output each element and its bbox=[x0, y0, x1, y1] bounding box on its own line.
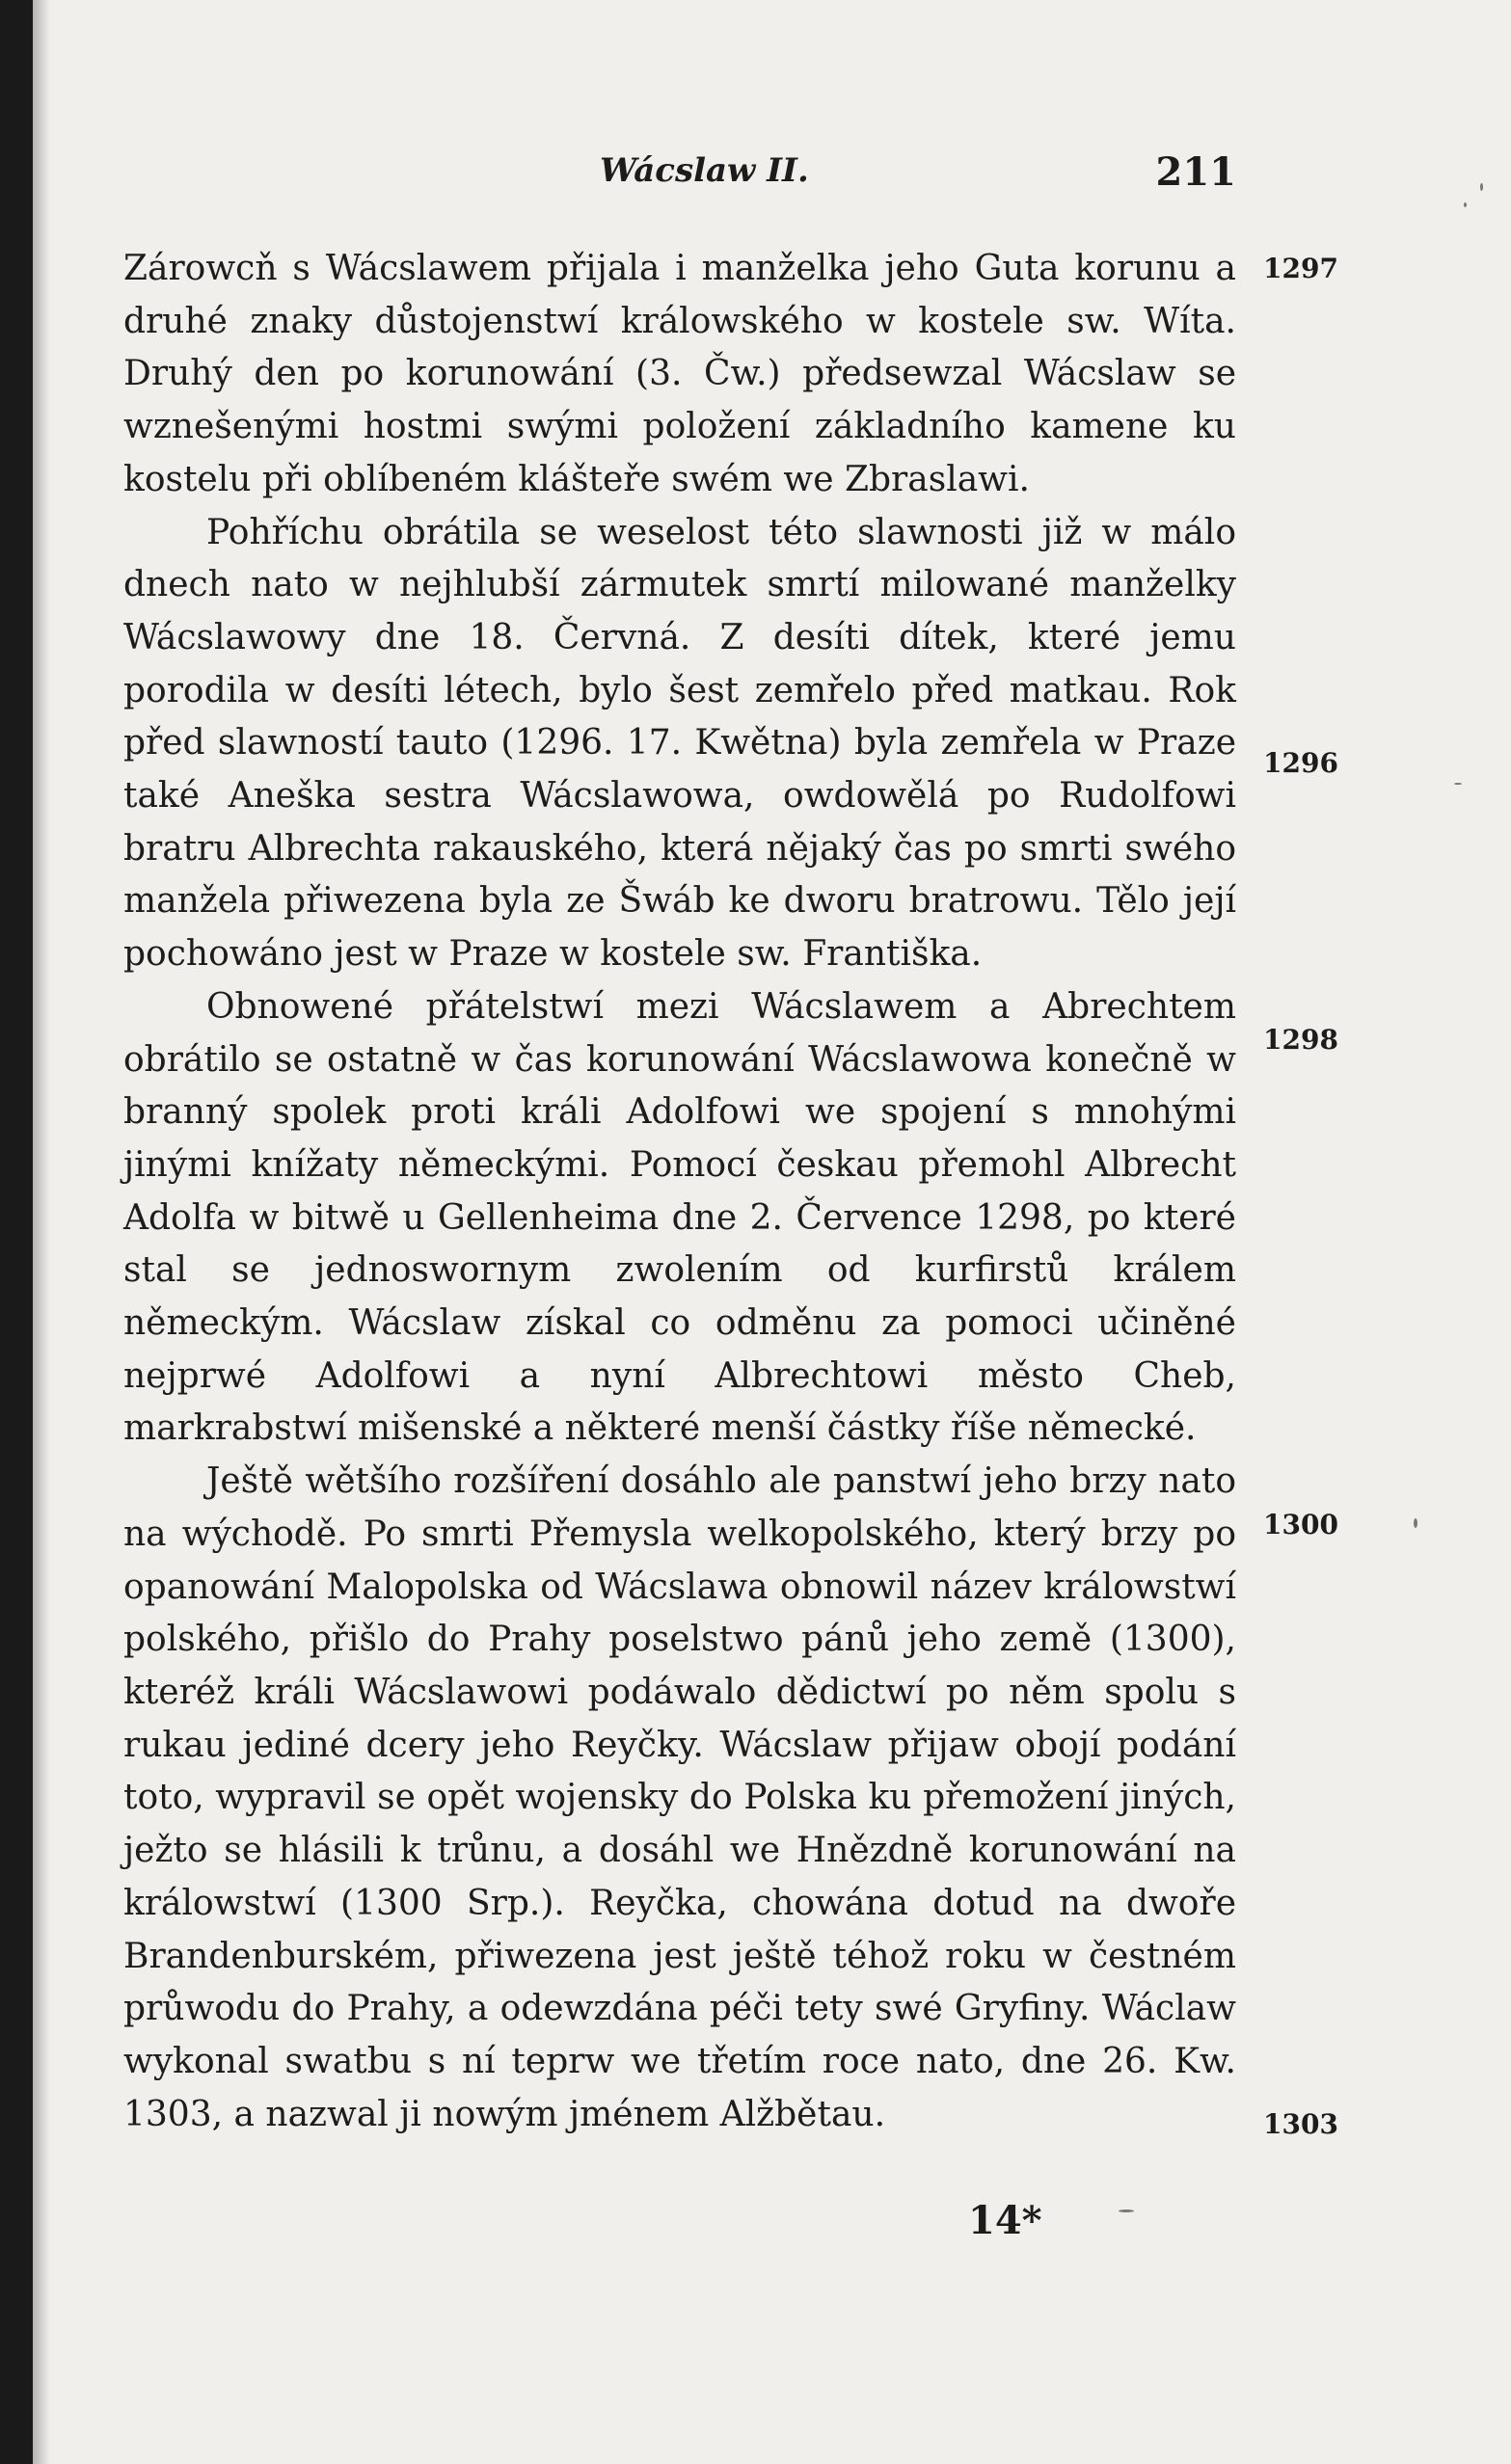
marginal-year-1298: 1298 bbox=[1263, 1024, 1338, 1056]
body-text bbox=[123, 243, 1236, 2141]
running-head bbox=[125, 149, 1236, 207]
marginal-year-1300: 1300 bbox=[1263, 1509, 1338, 1540]
marginal-year-1297: 1297 bbox=[1263, 253, 1338, 284]
signature-mark: 14* bbox=[968, 2198, 1042, 2243]
paragraph-2: Pohříchu obrátila se weselost této slawnosti již w málo dnech nato w nejhlubší zármutek smrtí milowané manželky Wácslawowy dne 18. Červná. Z desíti dítek, které jemu porodila w desíti létech, bylo šest zemřelo před matkau. Rok před slawností tauto (1296. 17. Kwětna) byla zemřela w Praze také Aneška sestra Wácslawowa, owdowělá po Rudolfowi bratru Albrechta rakauského, která nějaký čas po smrti swého manžela přiwezena byla ze Šwáb ke dworu bratrowu. Tělo její pochowáno jest w Praze w kostele sw. Františka. bbox=[123, 512, 1236, 975]
paper-speck bbox=[1119, 2210, 1134, 2212]
paper-speck bbox=[1414, 1518, 1417, 1528]
paper-speck bbox=[1480, 183, 1483, 191]
running-title: Wácslaw II. bbox=[600, 151, 809, 190]
paragraph-4: Ještě wětšího rozšíření dosáhlo ale panstwí jeho brzy nato na wýchodě. Po smrti Přemysla welkopolského, který brzy po opanowání Malopolska od Wácslawa obnowil název králowstwí polského, přišlo do Prahy poselstwo pánů jeho země (1300), kteréž králi Wácslawowi podáwalo dědictwí po něm spolu s rukau jediné dcery jeho Reyčky. Wácslaw přijaw obojí podání toto, wypravil se opět wojensky do Polska ku přemožení jiných, ježto se hlásili k trůnu, a dosáhl we Hnězdně korunowání na králowstwí (1300 Srp.). Reyčka, chowána dotud na dwoře Brandenburském, přiwezena jest ještě téhož roku w čestném průwodu do Prahy, a odewzdána péči tety swé Gryfiny. Wáclaw wykonal swatbu s ní teprw we třetím roce nato, dne 26. Kw. 1303, a nazwal ji nowým jménem Alžbětau. bbox=[123, 1461, 1236, 2134]
spine-shadow bbox=[33, 0, 50, 2464]
page-number: 211 bbox=[1155, 149, 1236, 195]
marginal-year-1303: 1303 bbox=[1263, 2108, 1338, 2140]
paper-speck bbox=[1464, 202, 1467, 207]
paragraph-1: Zárowcň s Wácslawem přijala i manželka jeho Guta korunu a druhé znaky důstojenstwí králowského w kostele sw. Wíta. Druhý den po korunowání (3. Čw.) předsewzal Wácslaw se wznešenými hostmi swými položení základního kamene ku kostelu při oblíbeném klášteře swém we Zbraslawi. bbox=[123, 249, 1236, 499]
paragraph-3: Obnowené přátelstwí mezi Wácslawem a Abrechtem obrátilo se ostatně w čas korunowání Wácslawowa konečně w branný spolek proti králi Adolfowi we spojení s mnohými jinými knížaty německými. Pomocí českau přemohl Albrecht Adolfa w bitwě u Gellenheima dne 2. Července 1298, po které stal se jednoswornym zwolením od kurfirstů králem německým. Wácslaw získal co odměnu za pomoci učiněné nejprwé Adolfowi a nyní Albrechtowi město Cheb, markrabstwí mišenské a některé menší částky říše německé. bbox=[123, 986, 1236, 1449]
paper-speck bbox=[1454, 783, 1462, 785]
marginal-year-1296: 1296 bbox=[1263, 747, 1338, 779]
